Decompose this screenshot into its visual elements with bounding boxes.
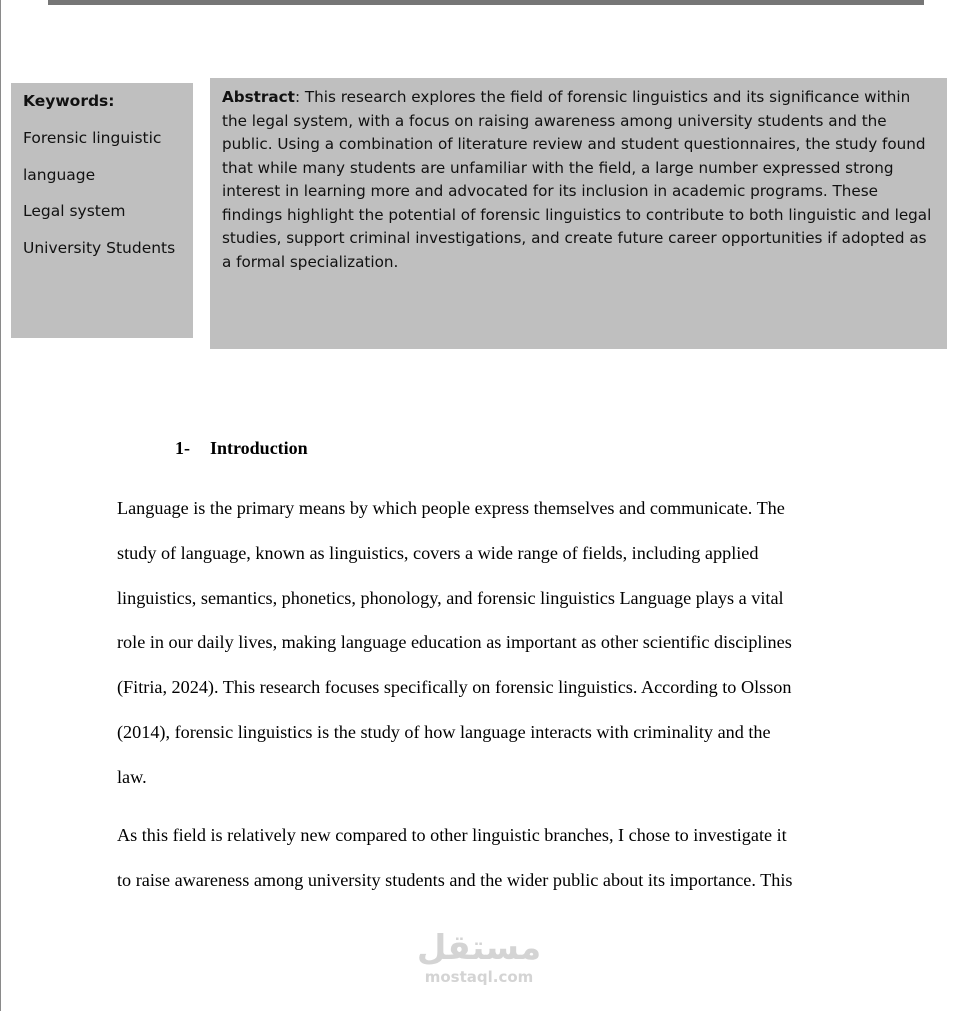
paragraph-line: law. — [117, 766, 147, 787]
watermark-latin: mostaql.com — [424, 968, 534, 986]
keyword-item: language — [23, 165, 96, 184]
abstract-text: : This research explores the field of forensic linguistics and its significance within the legal system, with a focus on raising awareness among university students and the public. Using a combination of literature review and student questionnaires, the study found that while many students are unfamiliar with the field, a large number expressed strong interest in learning more and advocated for its inclusion in academic programs. These findings highlight the potential of forensic linguistics to contribute to both linguistic and legal studies, support criminal investigations, and create future career opportunities if adopted as a formal specialization. — [222, 88, 932, 271]
abstract-box — [210, 78, 947, 349]
paragraph — [117, 486, 852, 800]
abstract-label: Abstract — [222, 88, 295, 106]
section-heading — [175, 438, 308, 459]
keywords-box — [11, 83, 193, 338]
paragraph-line: to raise awareness among university students and the wider public about its importance. This — [117, 869, 793, 890]
paragraph-line: (Fitria, 2024). This research focuses specifically on forensic linguistics. According to Olsson — [117, 677, 792, 698]
keyword-item: Legal system — [23, 202, 126, 220]
paragraph — [117, 813, 852, 903]
watermark-arabic: مستقل — [416, 928, 542, 968]
keywords-title: Keywords: — [23, 92, 115, 110]
paragraph-line: linguistics, semantics, phonetics, phonology, and forensic linguistics Language plays a vital — [117, 587, 784, 608]
section-title: Introduction — [210, 438, 308, 458]
section-number: 1- — [175, 438, 190, 458]
mostaql-watermark — [409, 928, 549, 986]
keyword-item: Forensic linguistic — [23, 129, 162, 147]
paragraph-line: (2014), forensic linguistics is the study of how language interacts with criminality and the — [117, 721, 771, 742]
paragraph-line: study of language, known as linguistics, covers a wide range of fields, including applied — [117, 542, 759, 563]
paragraph-line: Language is the primary means by which people express themselves and communicate. The — [117, 498, 785, 518]
paragraph-line: role in our daily lives, making language education as important as other scientific disciplines — [117, 632, 792, 653]
top-rule — [48, 0, 924, 5]
keyword-item: University Students — [23, 238, 176, 257]
paragraph-line: As this field is relatively new compared to other linguistic branches, I chose to investigate it — [117, 825, 787, 845]
page-left-edge — [0, 0, 1, 1011]
